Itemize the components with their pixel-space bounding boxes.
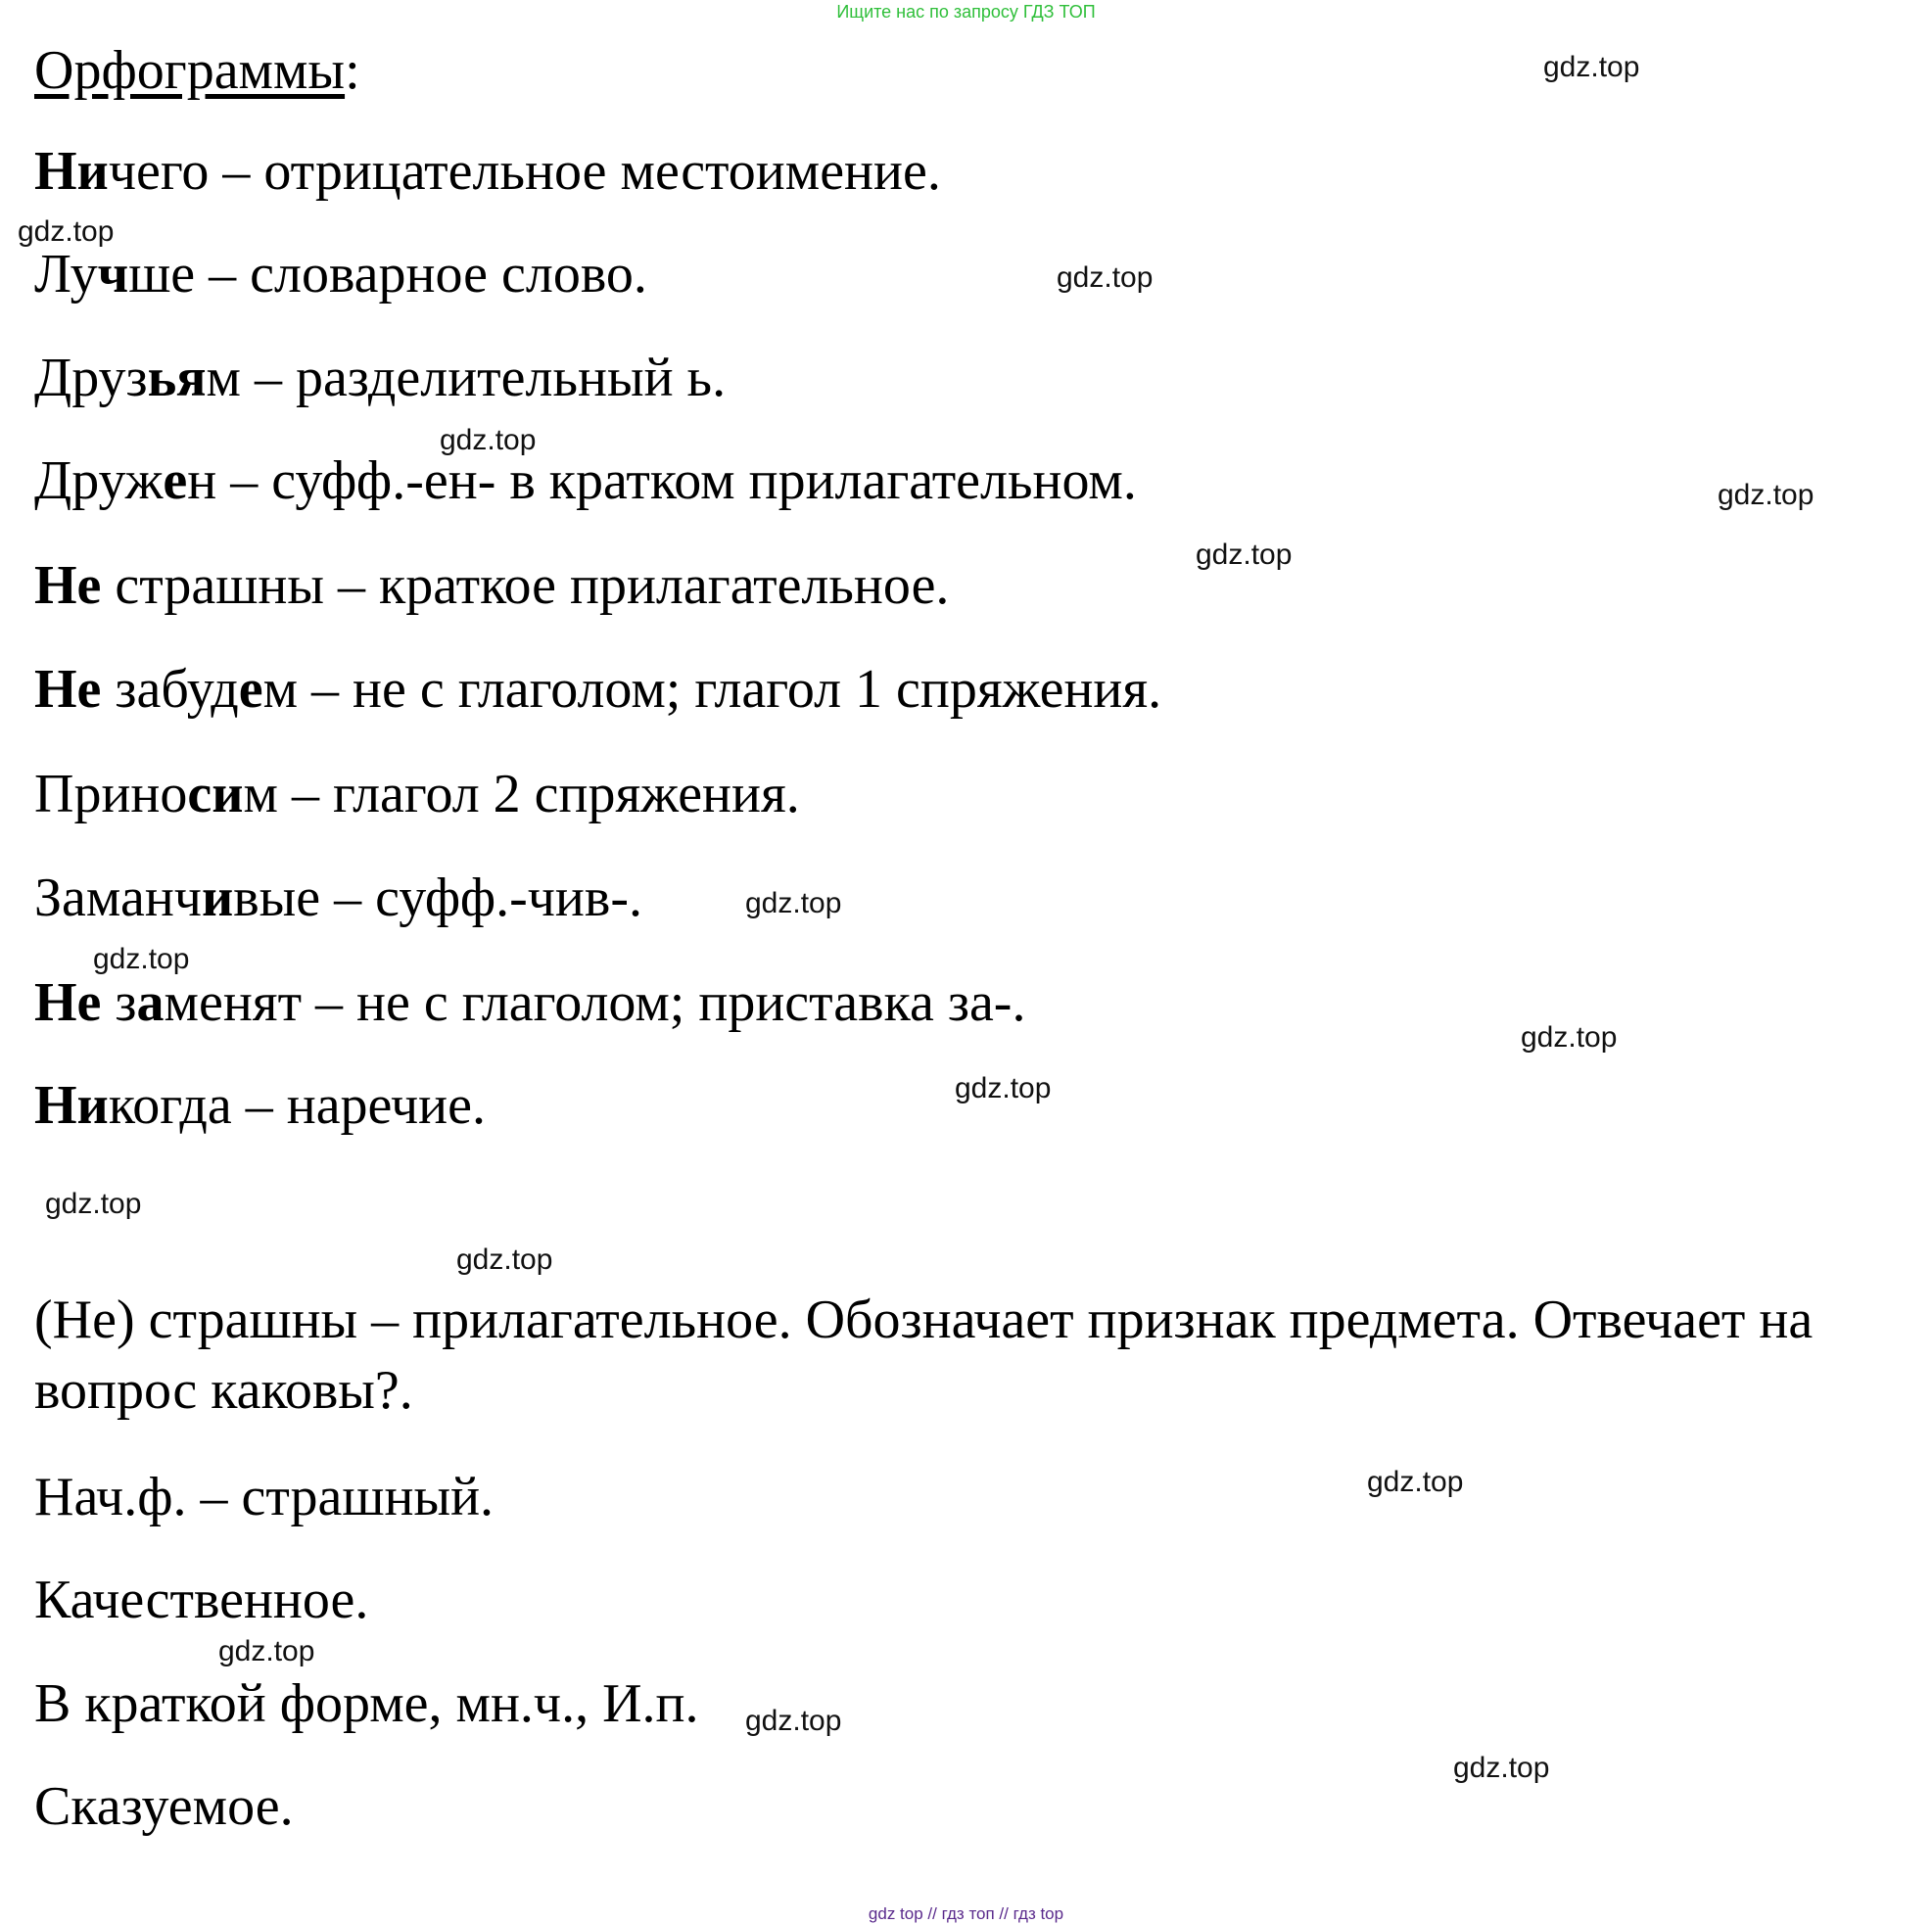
watermark: gdz.top — [1367, 1466, 1464, 1498]
orthogram-line-3 — [34, 347, 726, 409]
orthogram-line-5 — [34, 554, 949, 617]
text: когда – наречие. — [108, 1075, 486, 1136]
analysis-line-3: Качественное. — [34, 1570, 369, 1630]
text: страшны – краткое прилагательное. — [101, 555, 950, 616]
analysis-line-4: В краткой форме, мн.ч., И.п. — [34, 1673, 699, 1734]
text: н – суфф.-ен- в кратком прилагательном. — [187, 450, 1137, 511]
text: Прино — [34, 764, 188, 824]
watermark: gdz.top — [1543, 51, 1640, 83]
text: Друж — [34, 450, 164, 511]
highlight: Не — [34, 659, 102, 720]
watermark: gdz.top — [456, 1244, 553, 1276]
watermark: gdz.top — [93, 943, 190, 975]
orthogram-line-2 — [34, 243, 647, 305]
top-banner: Ищите нас по запросу ГДЗ ТОП — [836, 2, 1096, 22]
heading-word: Орфограммы — [34, 40, 346, 101]
heading-colon: : — [345, 40, 360, 101]
orthogram-line-6 — [34, 658, 1161, 721]
text: чего – отрицательное местоимение. — [108, 141, 941, 202]
watermark: gdz.top — [955, 1072, 1052, 1104]
watermark: gdz.top — [1521, 1021, 1618, 1054]
watermark: gdz.top — [440, 424, 537, 456]
highlight: Ни — [34, 141, 109, 202]
text: м – разделительный ь. — [206, 348, 727, 408]
orthogram-line-10 — [34, 1074, 486, 1137]
watermark: gdz.top — [218, 1635, 315, 1667]
highlight: и — [201, 868, 234, 928]
orthogram-line-1 — [34, 140, 941, 203]
watermark: gdz.top — [1453, 1752, 1550, 1784]
text: Заманч — [34, 868, 202, 928]
text: ше – словарное слово. — [128, 244, 647, 305]
highlight: е — [163, 450, 188, 511]
watermark: gdz.top — [1057, 261, 1154, 294]
text: м – не с глаголом; глагол 1 спряжения. — [262, 659, 1162, 720]
highlight: ья — [147, 348, 207, 408]
watermark: gdz.top — [745, 1705, 842, 1737]
highlight: а — [136, 972, 165, 1033]
highlight: ч — [97, 244, 129, 305]
text: м – глагол 2 спряжения. — [243, 764, 800, 824]
highlight: Не — [34, 555, 102, 616]
text: менят – не с глаголом; приставка за-. — [164, 972, 1026, 1033]
highlight: Не — [34, 972, 102, 1033]
text: Друз — [34, 348, 148, 408]
analysis-line-5: Сказуемое. — [34, 1776, 294, 1837]
watermark: gdz.top — [45, 1188, 142, 1220]
highlight: Ни — [34, 1075, 109, 1136]
highlight: е — [238, 659, 263, 720]
highlight: си — [187, 764, 244, 824]
watermark: gdz.top — [18, 215, 115, 248]
analysis-paragraph: (Не) страшны – прилагательное. Обозначает признак предмета. Отвечает на вопрос каковы?. — [34, 1290, 1814, 1421]
text: з — [101, 972, 137, 1033]
analysis-line-2: Нач.ф. – страшный. — [34, 1467, 495, 1527]
watermark: gdz.top — [1718, 479, 1814, 511]
watermark: gdz.top — [745, 887, 842, 919]
footer: gdz top // гдз топ // гдз top — [868, 1904, 1064, 1923]
text: забуд — [101, 659, 239, 720]
text: вые – суфф.-чив-. — [233, 868, 642, 928]
orthogram-line-7 — [34, 763, 800, 825]
page-title — [34, 39, 360, 102]
watermark: gdz.top — [1196, 539, 1293, 571]
text: Лу — [34, 244, 98, 305]
orthogram-line-9 — [34, 971, 1025, 1034]
orthogram-line-4 — [34, 449, 1137, 512]
orthogram-line-8 — [34, 867, 642, 929]
